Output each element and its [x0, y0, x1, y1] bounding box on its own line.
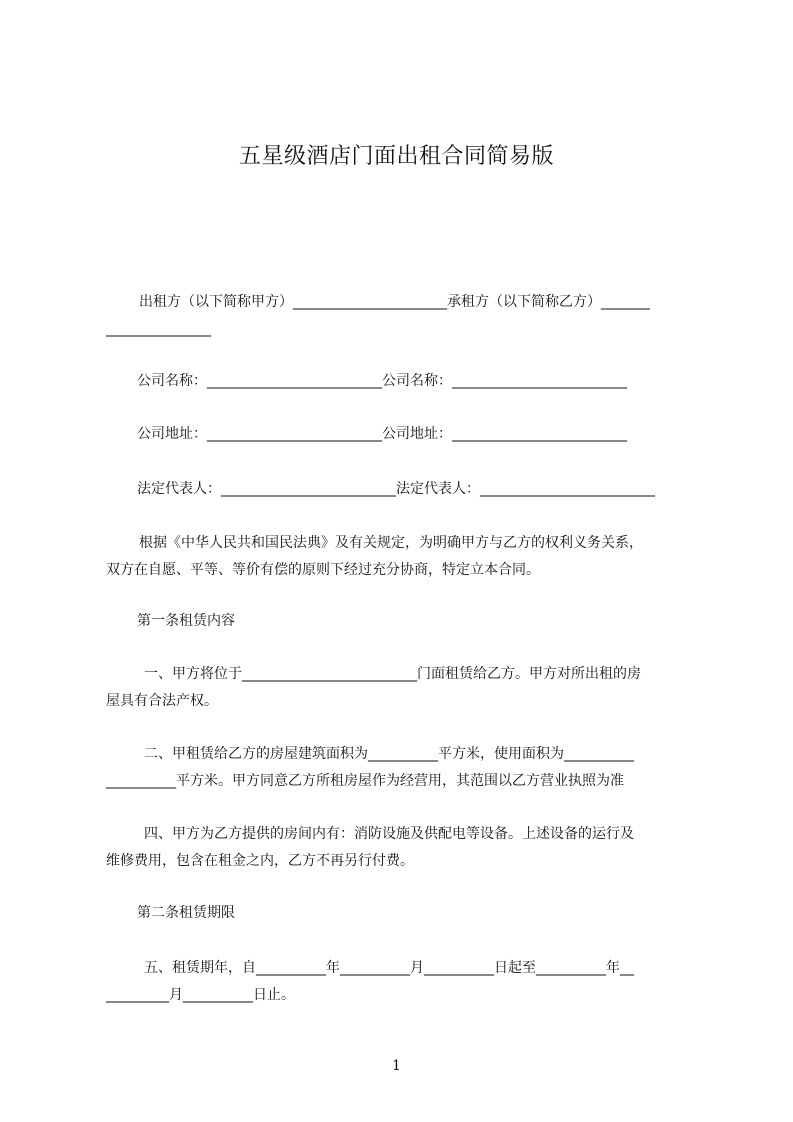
preamble-line-1: 根据《中华人民共和国民法典》及有关规定，为明确甲方与乙方的权利义务关系， [139, 535, 643, 551]
clause-5-line-2: _________月__________日止。 [106, 987, 295, 1003]
document-title: 五星级酒店门面出租合同简易版 [238, 144, 554, 169]
legal-representative-line: 法定代表人：_________________________法定代表人：_________________________ [137, 481, 655, 497]
page-number: 1 [392, 1058, 401, 1074]
clause-4-line-2: 维修费用，包含在租金之内，乙方不再另行付费。 [106, 853, 414, 869]
clause-1-line-1: 一、甲方将位于_________________________门面租赁给乙方。甲方对所出租的房 [144, 666, 641, 682]
parties-line-1: 出租方（以下简称甲方）______________________承租方（以下简称乙方）_______ [139, 294, 650, 310]
clause-1-line-2: 屋具有合法产权。 [106, 693, 218, 709]
clause-2-line-2: __________平方米。甲方同意乙方所租房屋作为经营用，其范围以乙方营业执照为准 [106, 773, 624, 789]
clause-4-line-1: 四、甲方为乙方提供的房间内有：消防设施及供配电等设备。上述设备的运行及 [144, 826, 634, 842]
company-name-line: 公司名称：_________________________公司名称：_________________________ [137, 373, 627, 389]
article-1-heading: 第一条租赁内容 [137, 613, 235, 629]
preamble-line-2: 双方在自愿、平等、等价有偿的原则下经过充分协商，特定立本合同。 [106, 562, 540, 578]
article-2-heading: 第二条租赁期限 [137, 905, 235, 921]
parties-line-2: _______________ [106, 321, 211, 337]
clause-5-line-1: 五、租赁期年，自__________年__________月__________日起至__________年__ [144, 960, 634, 976]
company-address-line: 公司地址：_________________________公司地址：_________________________ [137, 426, 627, 442]
clause-2-line-1: 二、甲租赁给乙方的房屋建筑面积为__________平方米，使用面积为__________ [144, 746, 634, 762]
